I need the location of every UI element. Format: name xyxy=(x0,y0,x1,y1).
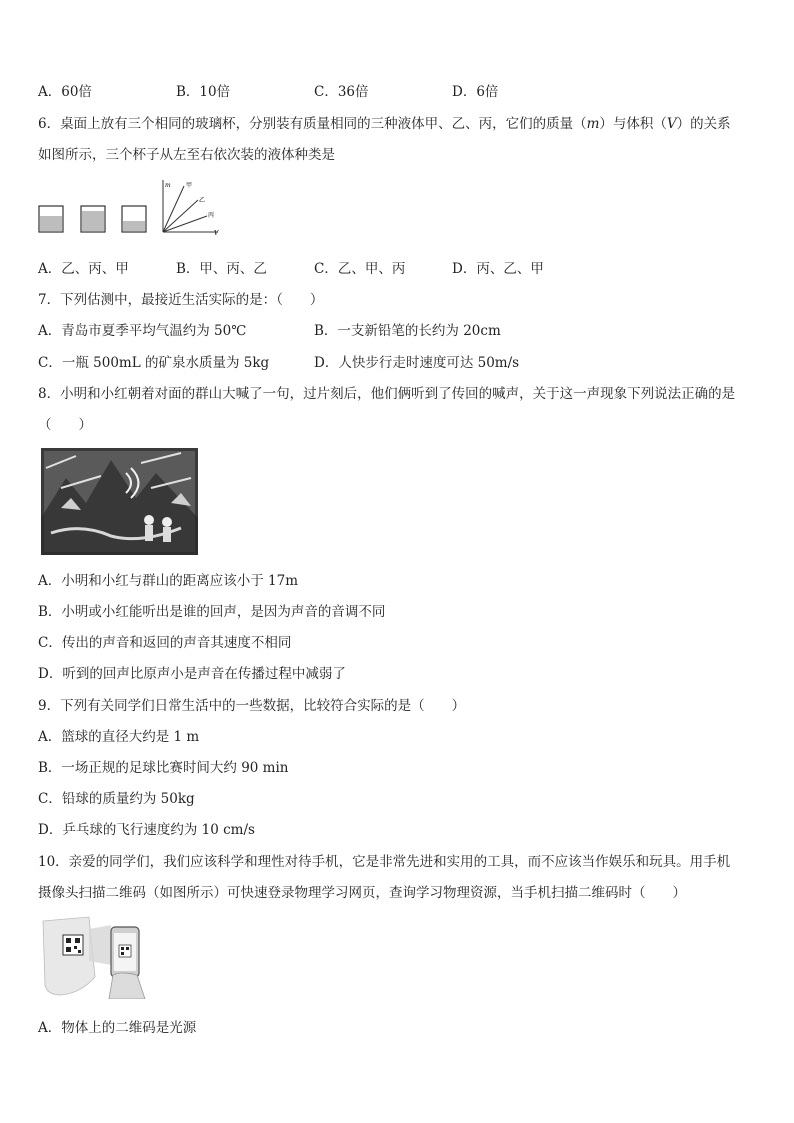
q5-option-d: D．6倍 xyxy=(452,84,499,100)
q7-option-d: D．人快步行走时速度可达 50m/s xyxy=(314,355,520,371)
q8-option-d: D．听到的回声比原声小是声音在传播过程中减弱了 xyxy=(38,666,346,682)
q8-option-a: A．小明和小红与群山的距离应该小于 17m xyxy=(38,573,299,589)
q6-figure xyxy=(36,178,226,238)
q6-stem-line1: 6．桌面上放有三个相同的玻璃杯，分别装有质量相同的三种液体甲、乙、丙，它们的质量（m）与体积（V）的关系 xyxy=(38,116,731,132)
q9-option-a: A．篮球的直径大约是 1 m xyxy=(38,729,200,745)
mv-graph xyxy=(163,180,219,237)
echo-illustration xyxy=(41,448,198,555)
q6-stem-line2: 如图所示，三个杯子从左至右依次装的液体种类是 xyxy=(38,147,335,163)
q9-stem: 9．下列有关同学们日常生活中的一些数据，比较符合实际的是（ ） xyxy=(38,698,466,714)
q10-option-a: A．物体上的二维码是光源 xyxy=(38,1020,197,1036)
graph-m-label: m xyxy=(165,182,171,189)
cup-2 xyxy=(81,206,105,232)
q5-option-b: B．10倍 xyxy=(176,84,231,100)
q5-option-a: A．60倍 xyxy=(38,84,92,100)
q6-option-b: B．甲、丙、乙 xyxy=(176,261,267,277)
q10-stem-line1: 10．亲爱的同学们，我们应该科学和理性对待手机，它是非常先进和实用的工具，而不应该当作娱乐和玩具。用手机 xyxy=(38,854,731,870)
q8-stem-line2: （ ） xyxy=(38,417,92,433)
graph-label-jia: 甲 xyxy=(186,182,193,189)
q6-option-c: C．乙、甲、丙 xyxy=(314,261,406,277)
qr-scan-illustration xyxy=(41,915,151,999)
q6-option-a: A．乙、丙、甲 xyxy=(38,261,129,277)
cup-1 xyxy=(39,206,63,232)
q9-option-b: B．一场正规的足球比赛时间大约 90 min xyxy=(38,760,289,776)
q7-option-a: A．青岛市夏季平均气温约为 50℃ xyxy=(38,323,247,339)
graph-label-bing: 丙 xyxy=(208,212,215,219)
q8-option-c: C．传出的声音和返回的声音其速度不相同 xyxy=(38,635,292,651)
q7-option-b: B．一支新铅笔的长约为 20cm xyxy=(314,323,501,339)
cup-3 xyxy=(122,206,146,232)
graph-label-yi: 乙 xyxy=(199,197,206,204)
q9-option-c: C．铅球的质量约为 50kg xyxy=(38,791,195,807)
q6-option-d: D．丙、乙、甲 xyxy=(452,261,544,277)
q5-option-c: C．36倍 xyxy=(314,84,369,100)
graph-v-label: V xyxy=(214,230,219,237)
q8-option-b: B．小明或小红能听出是谁的回声，是因为声音的音调不同 xyxy=(38,604,386,620)
q7-stem: 7．下列估测中，最接近生活实际的是：（ ） xyxy=(38,292,324,308)
q7-option-c: C．一瓶 500mL 的矿泉水质量为 5kg xyxy=(38,355,270,371)
q8-stem-line1: 8．小明和小红朝着对面的群山大喊了一句，过片刻后，他们俩听到了传回的喊声，关于这一声现象下列说法正确的是 xyxy=(38,386,736,402)
q9-option-d: D．乒乓球的飞行速度约为 10 cm/s xyxy=(38,822,255,838)
q10-stem-line2: 摄像头扫描二维码（如图所示）可快速登录物理学习网页，查询学习物理资源，当手机扫描二维码时（ ） xyxy=(38,885,686,901)
